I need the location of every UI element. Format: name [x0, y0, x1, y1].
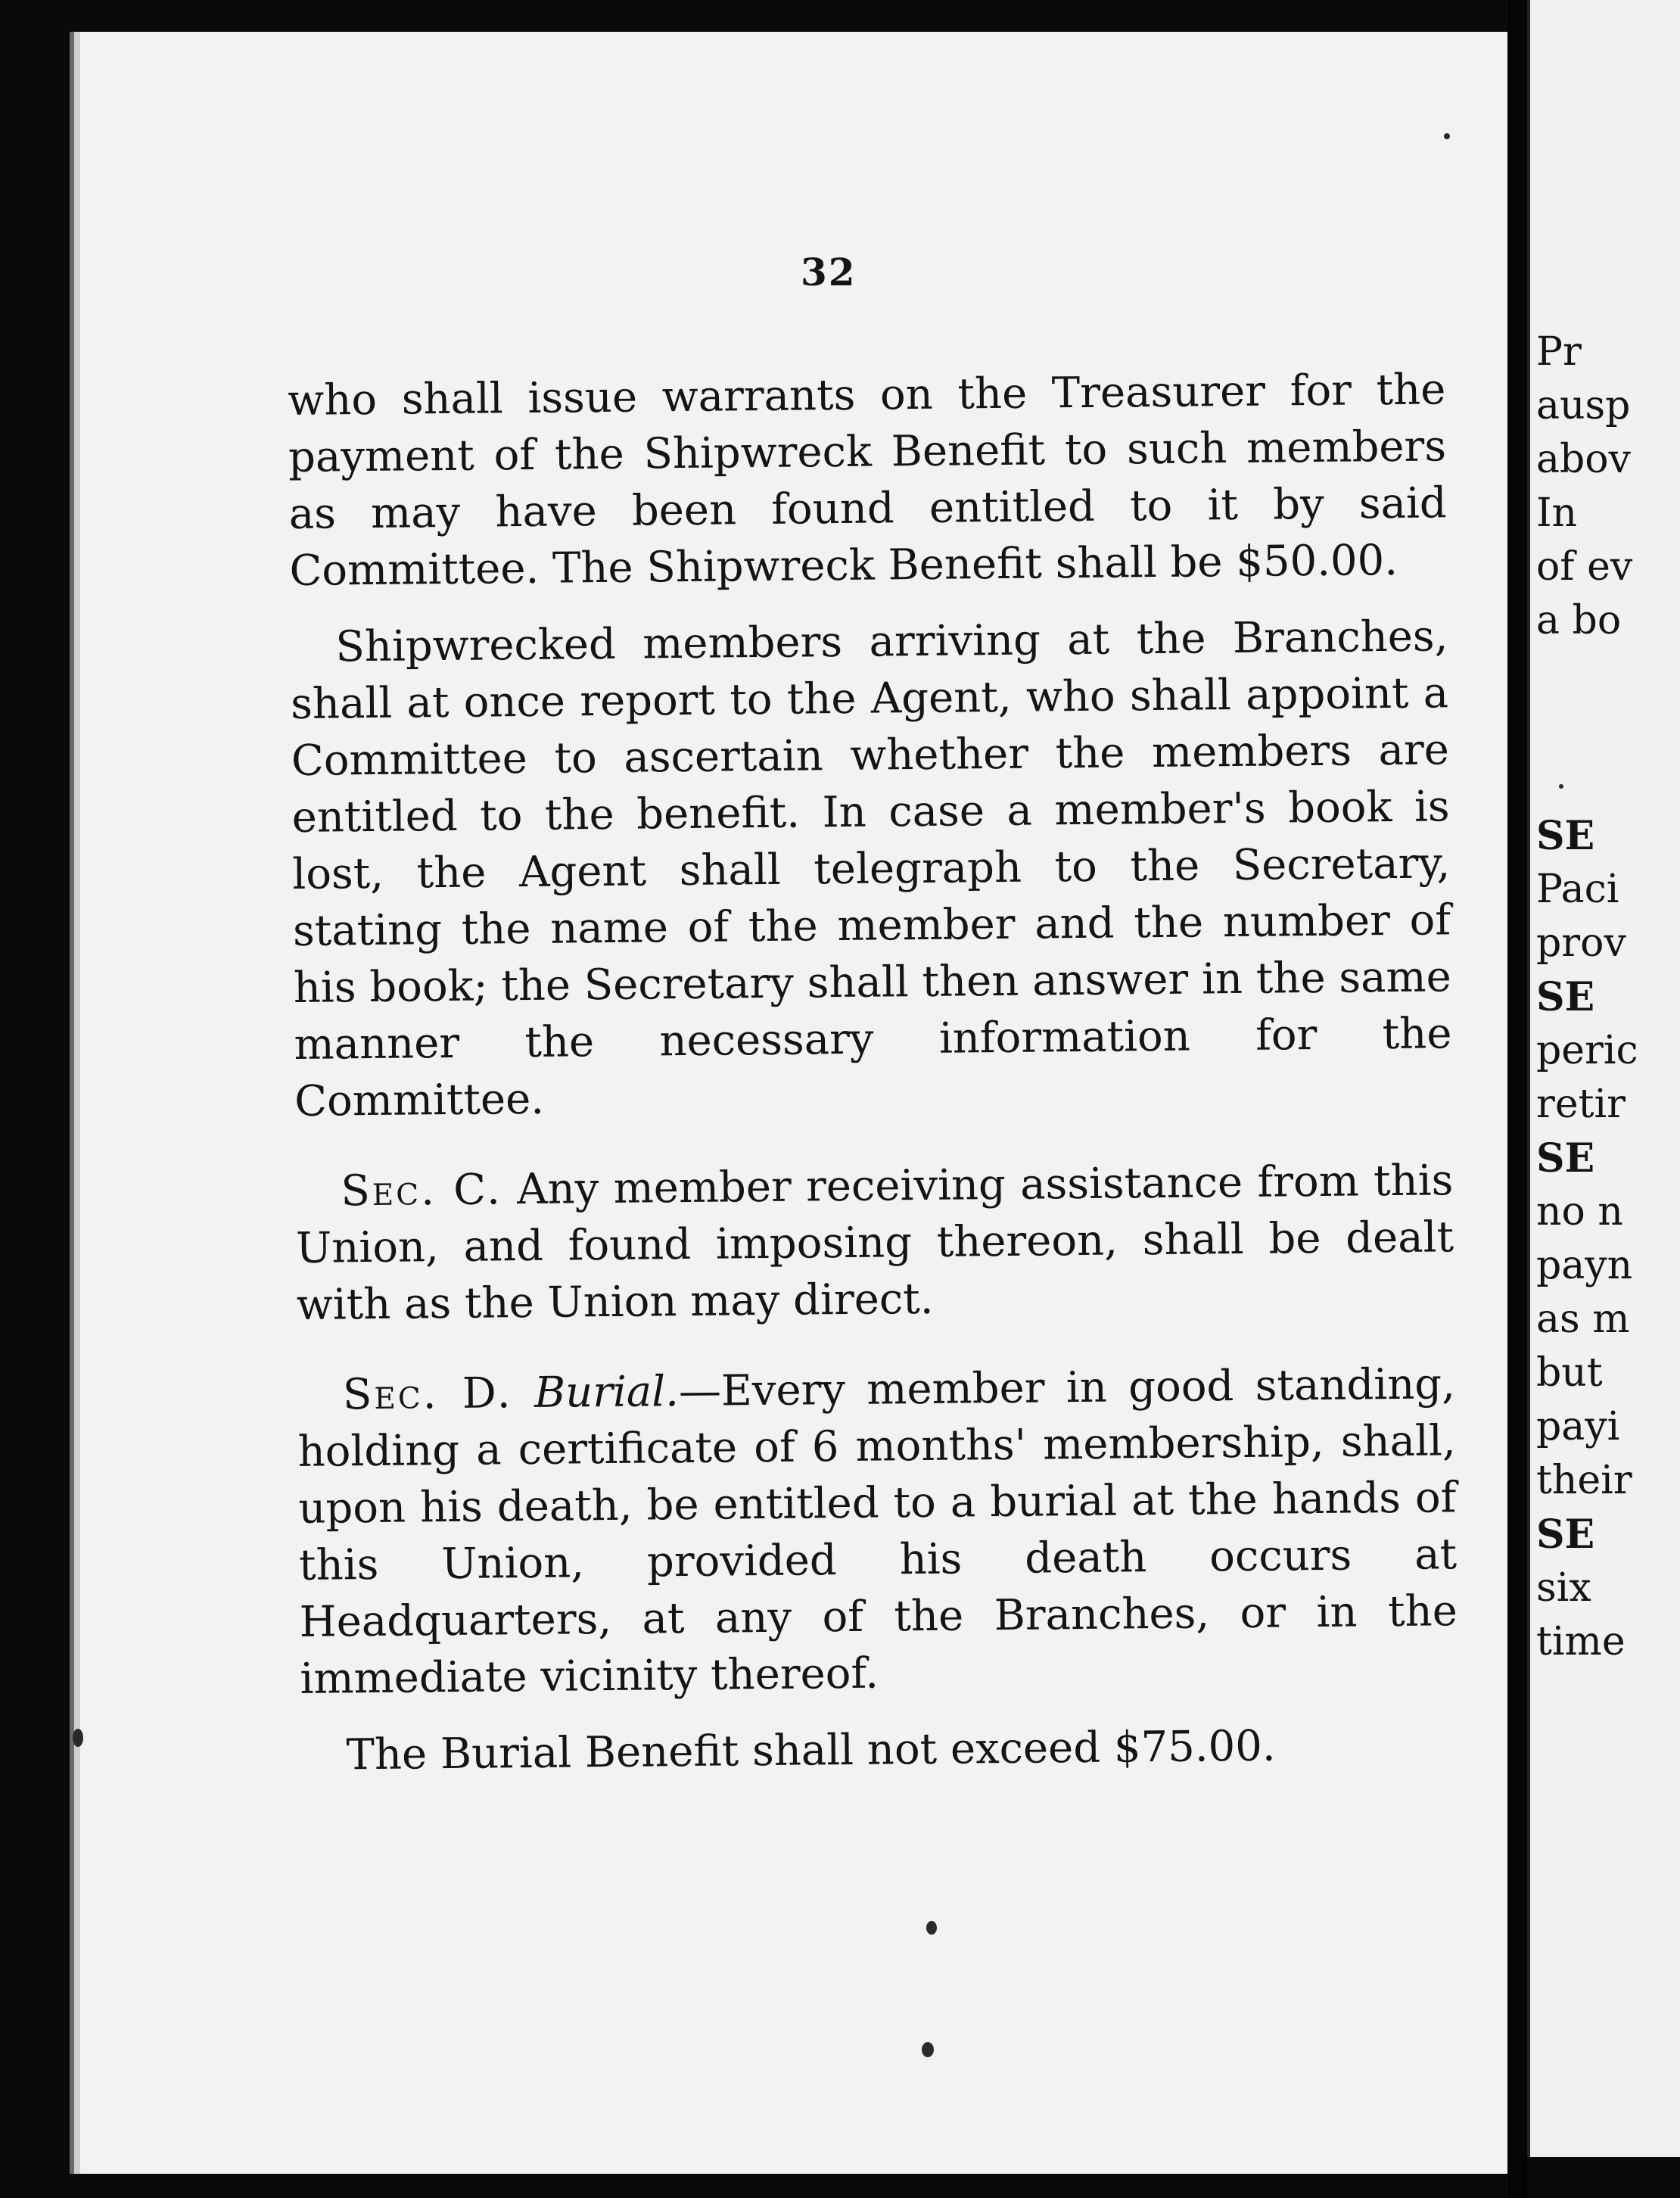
paragraph-shipwreck-warrants: who shall issue warrants on the Treasurer for the payment of the Shipwreck Benefit to such members as may have been found entitled to it by said Committee. The Shipwreck Benefit shall be $50.00. [288, 365, 1448, 596]
paragraph-burial-benefit: The Burial Benefit shall not exceed $75.00. [346, 1721, 1276, 1780]
fragment-line [1536, 702, 1680, 755]
fragment-line: retir [1536, 1082, 1626, 1127]
fragment-line: their [1536, 1458, 1632, 1503]
section-d-label: Sec. D. [342, 1368, 513, 1420]
fragment-line: peric [1536, 1028, 1638, 1073]
fragment-line [1536, 755, 1680, 809]
fragment-line: payn [1536, 1243, 1633, 1288]
dust-speck [1559, 784, 1563, 789]
section-d-text: —Every member in good standing, holding a certificate of 6 months' membership, shall, upon his death, be entitled to a burial at the hands of this Union, provided his death occurs at Headquarters, at any of the Branches, or in the immediate vicinity thereof. [297, 1359, 1458, 1704]
fragment-line: Paci [1536, 867, 1619, 912]
dust-speck [922, 2042, 934, 2057]
fragment-line: prov [1536, 920, 1626, 966]
paragraph-shipwrecked-members: Shipwrecked members arriving at the Branches, shall at once report to the Agent, who shall appoint a Committee to ascertain whether the members are entitled to the benefit. In case a member's book is lost, the Agent shall telegraph to the Secretary, stating the name of the member and the number of his book; the Secretary shall then answer in the same manner the necessary information for the Committee. [290, 612, 1452, 1126]
paragraph-section-d [297, 1356, 1458, 1708]
right-page-text-fragments [1536, 325, 1680, 1669]
page-number: 32 [801, 250, 857, 294]
fragment-line: abov [1536, 437, 1631, 482]
fragment-line: SE [1536, 1135, 1595, 1182]
fragment-line: SE [1536, 813, 1595, 859]
fragment-line: Pr [1536, 329, 1582, 375]
fragment-line: six [1536, 1565, 1591, 1611]
fragment-line: time [1536, 1619, 1626, 1664]
fragment-line: of ev [1536, 544, 1633, 590]
fragment-line: but [1536, 1350, 1603, 1396]
paragraph-section-c [295, 1152, 1454, 1334]
page-body [288, 361, 1459, 1784]
dust-speck [73, 1729, 83, 1747]
fragment-line [1536, 648, 1680, 702]
fragment-line: a bo [1536, 598, 1622, 643]
fragment-line: no n [1536, 1189, 1623, 1234]
dust-speck [1444, 133, 1450, 139]
section-d-heading: Burial. [534, 1367, 680, 1418]
dust-speck [926, 1921, 937, 1935]
section-c-label: Sec. C. [341, 1165, 503, 1216]
fragment-line: SE [1536, 974, 1595, 1020]
fragment-line: as m [1536, 1297, 1630, 1342]
fragment-line: SE [1536, 1512, 1595, 1558]
book-gutter [1507, 0, 1527, 2198]
fragment-line: ausp [1536, 383, 1631, 428]
fragment-line: In [1536, 490, 1578, 536]
section-c-text: Any member receiving assistance from this Union, and found imposing thereon, shall be dealt with as the Union may direct. [295, 1156, 1454, 1330]
fragment-line: payi [1536, 1404, 1620, 1449]
